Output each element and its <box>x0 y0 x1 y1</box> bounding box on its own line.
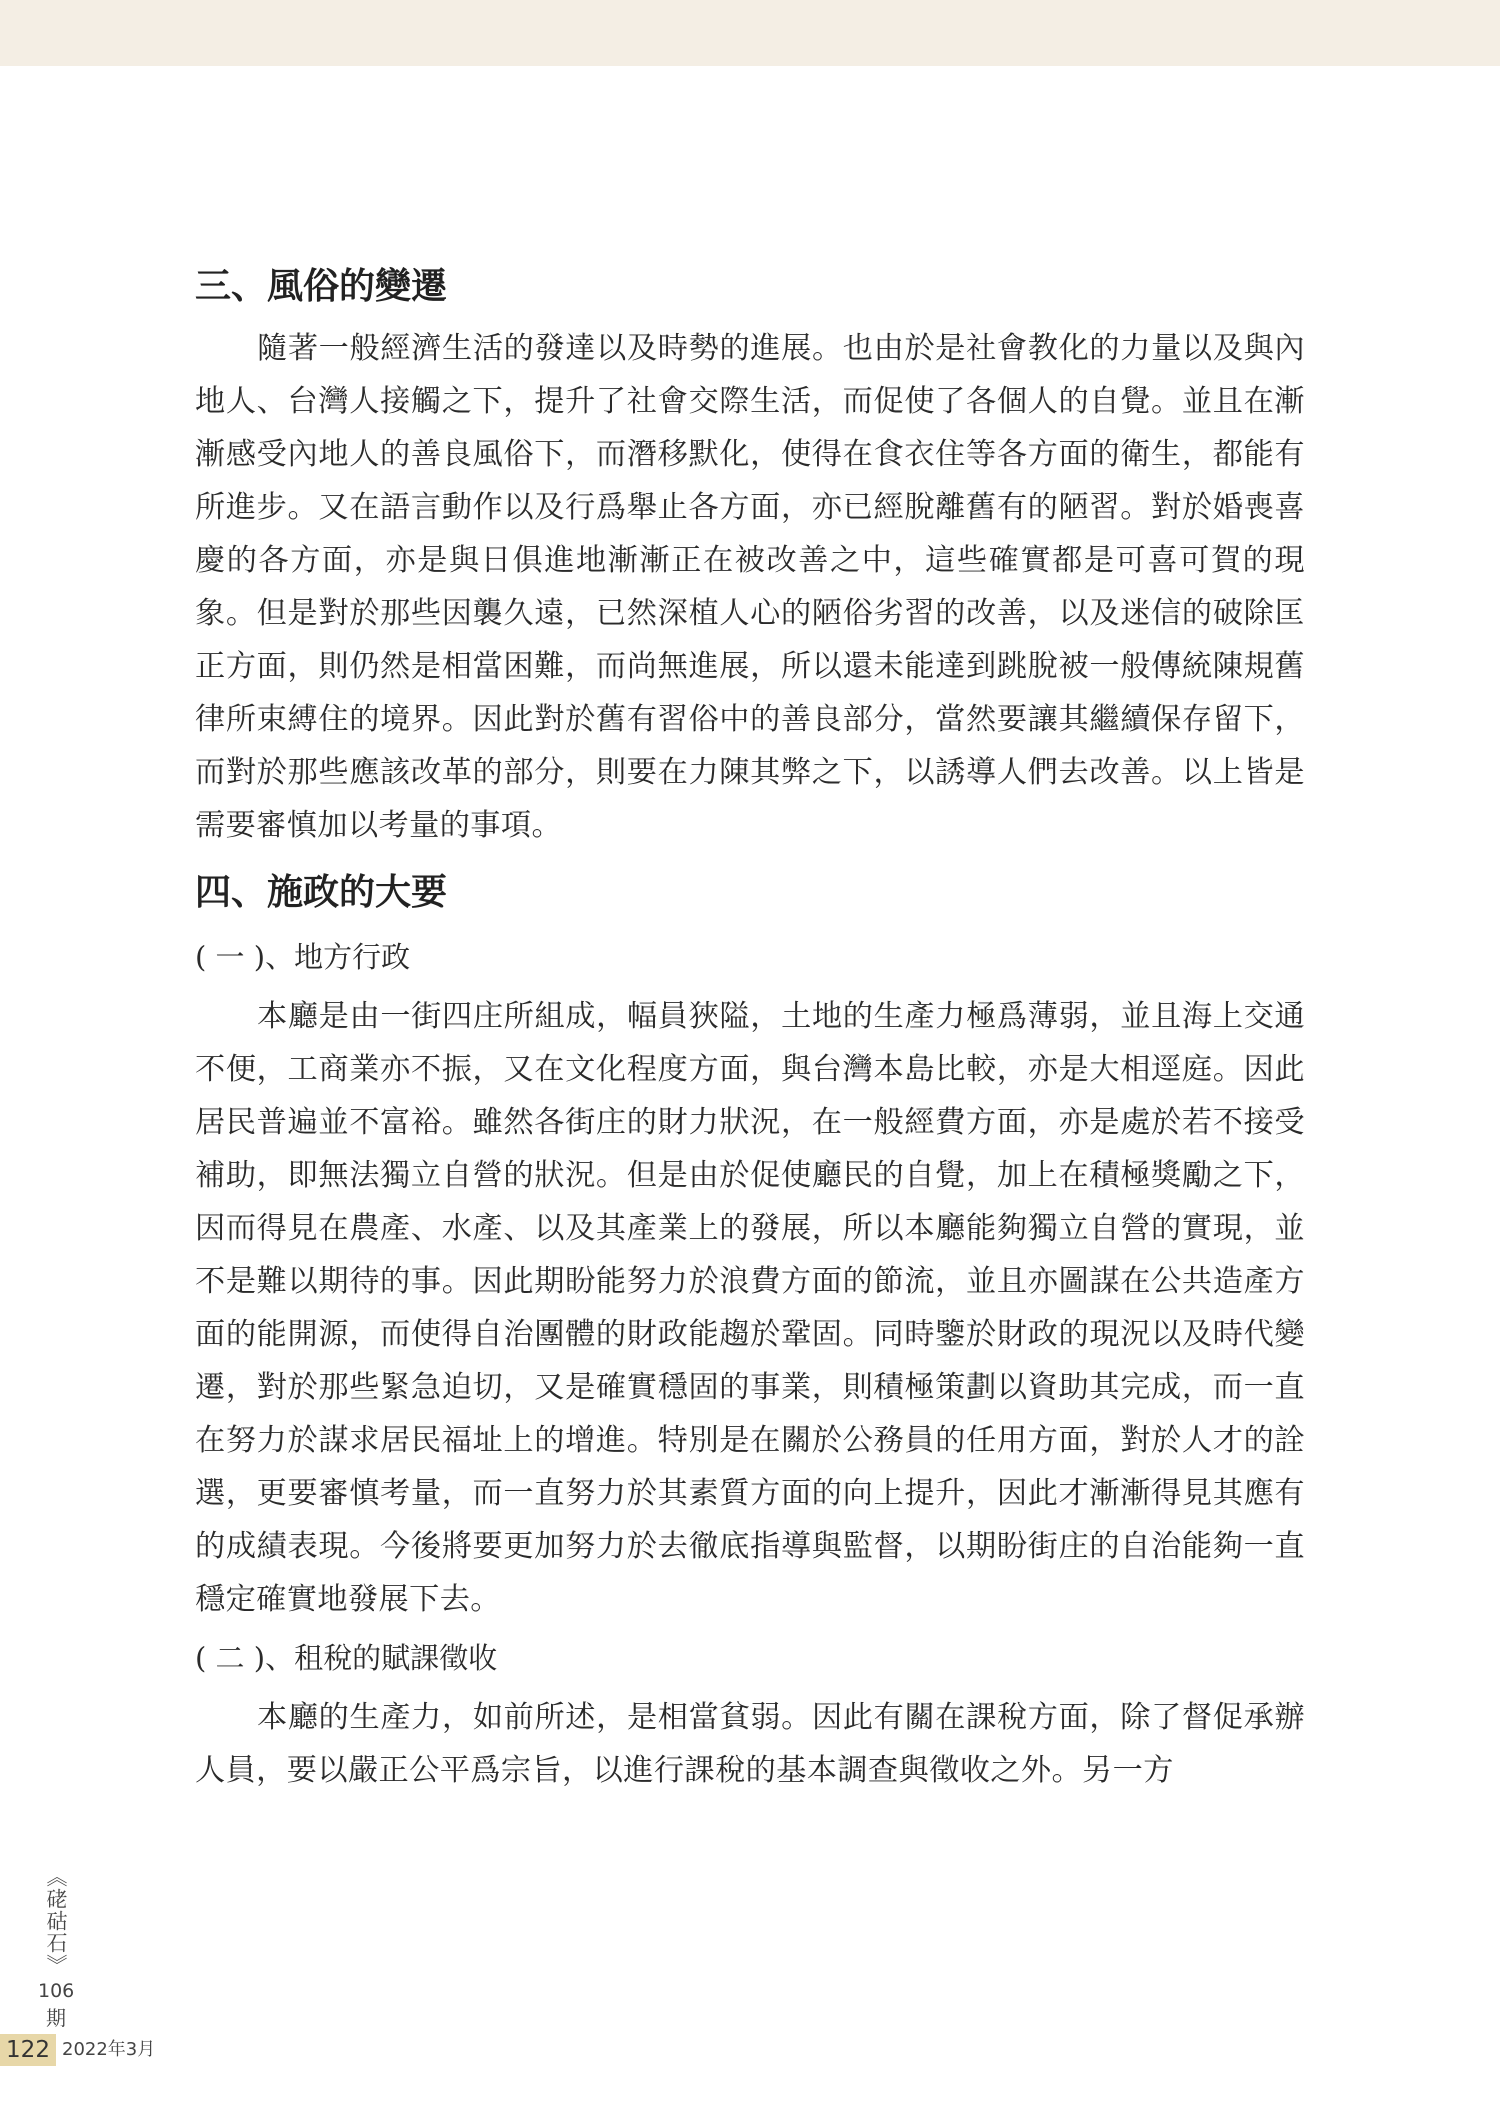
top-color-band <box>0 0 1500 66</box>
article-body <box>195 258 1305 1797</box>
section-heading-administration: 四、施政的大要 <box>195 872 448 913</box>
paragraph-local-administration: 本廳是由一街四庄所組成，幅員狹隘，土地的生產力極爲薄弱，並且海上交通不便，工商業亦不振，又在文化程度方面，與台灣本島比較，亦是大相逕庭。因此居民普遍並不富裕。雖然各街庄的財力狀況，在一般經費方面，亦是處於若不接受補助，即無法獨立自營的狀況。但是由於促使廳民的自覺，加上在積極獎勵之下，因而得見在農產、水產、以及其產業上的發展，所以本廳能夠獨立自營的實現，並不是難以期待的事。因此期盼能努力於浪費方面的節流，並且亦圖謀在公共造產方面的能開源，而使得自治團體的財政能趨於鞏固。同時鑒於財政的現況以及時代變遷，對於那些緊急迫切，又是確實穩固的事業，則積極策劃以資助其完成，而一直在努力於謀求居民福址上的增進。特別是在關於公務員的任用方面，對於人才的詮選，更要審慎考量，而一直努力於其素質方面的向上提升，因此才漸漸得見其應有的成績表現。今後將要更加努力於去徹底指導與監督，以期盼街庄的自治能夠一直穩定確實地發展下去。 <box>195 999 1305 1617</box>
subheading-local-administration: ( 一 )、地方行政 <box>195 940 411 974</box>
issue-suffix: 期 <box>46 2006 66 2030</box>
paragraph-taxation: 本廳的生產力，如前所述，是相當貧弱。因此有關在課稅方面，除了督促承辦人員，要以嚴正公平爲宗旨，以進行課稅的基本調查與徵收之外。另一方 <box>195 1700 1305 1788</box>
section-heading-customs: 三、風俗的變遷 <box>195 266 448 307</box>
issue-number: 106 <box>38 1980 75 2002</box>
magazine-title: 《硓𥑮石》 <box>44 1866 68 1976</box>
publication-date: 2022年3月 <box>62 2039 156 2060</box>
magazine-issue-label <box>38 1866 74 2031</box>
subheading-taxation: ( 二 )、租稅的賦課徵收 <box>195 1641 498 1675</box>
page-number: 122 <box>0 2034 56 2066</box>
paragraph-customs: 隨著一般經濟生活的發達以及時勢的進展。也由於是社會教化的力量以及與內地人、台灣人接觸之下，提升了社會交際生活，而促使了各個人的自覺。並且在漸漸感受內地人的善良風俗下，而潛移默化，使得在食衣住等各方面的衛生，都能有所進步。又在語言動作以及行爲舉止各方面，亦已經脫離舊有的陋習。對於婚喪喜慶的各方面，亦是與日俱進地漸漸正在被改善之中，這些確實都是可喜可賀的現象。但是對於那些因襲久遠，已然深植人心的陋俗劣習的改善，以及迷信的破除匡正方面，則仍然是相當困難，而尚無進展，所以還未能達到跳脫被一般傳統陳規舊律所束縛住的境界。因此對於舊有習俗中的善良部分，當然要讓其繼續保存留下，而對於那些應該改革的部分，則要在力陳其弊之下，以誘導人們去改善。以上皆是需要審慎加以考量的事項。 <box>195 331 1305 843</box>
